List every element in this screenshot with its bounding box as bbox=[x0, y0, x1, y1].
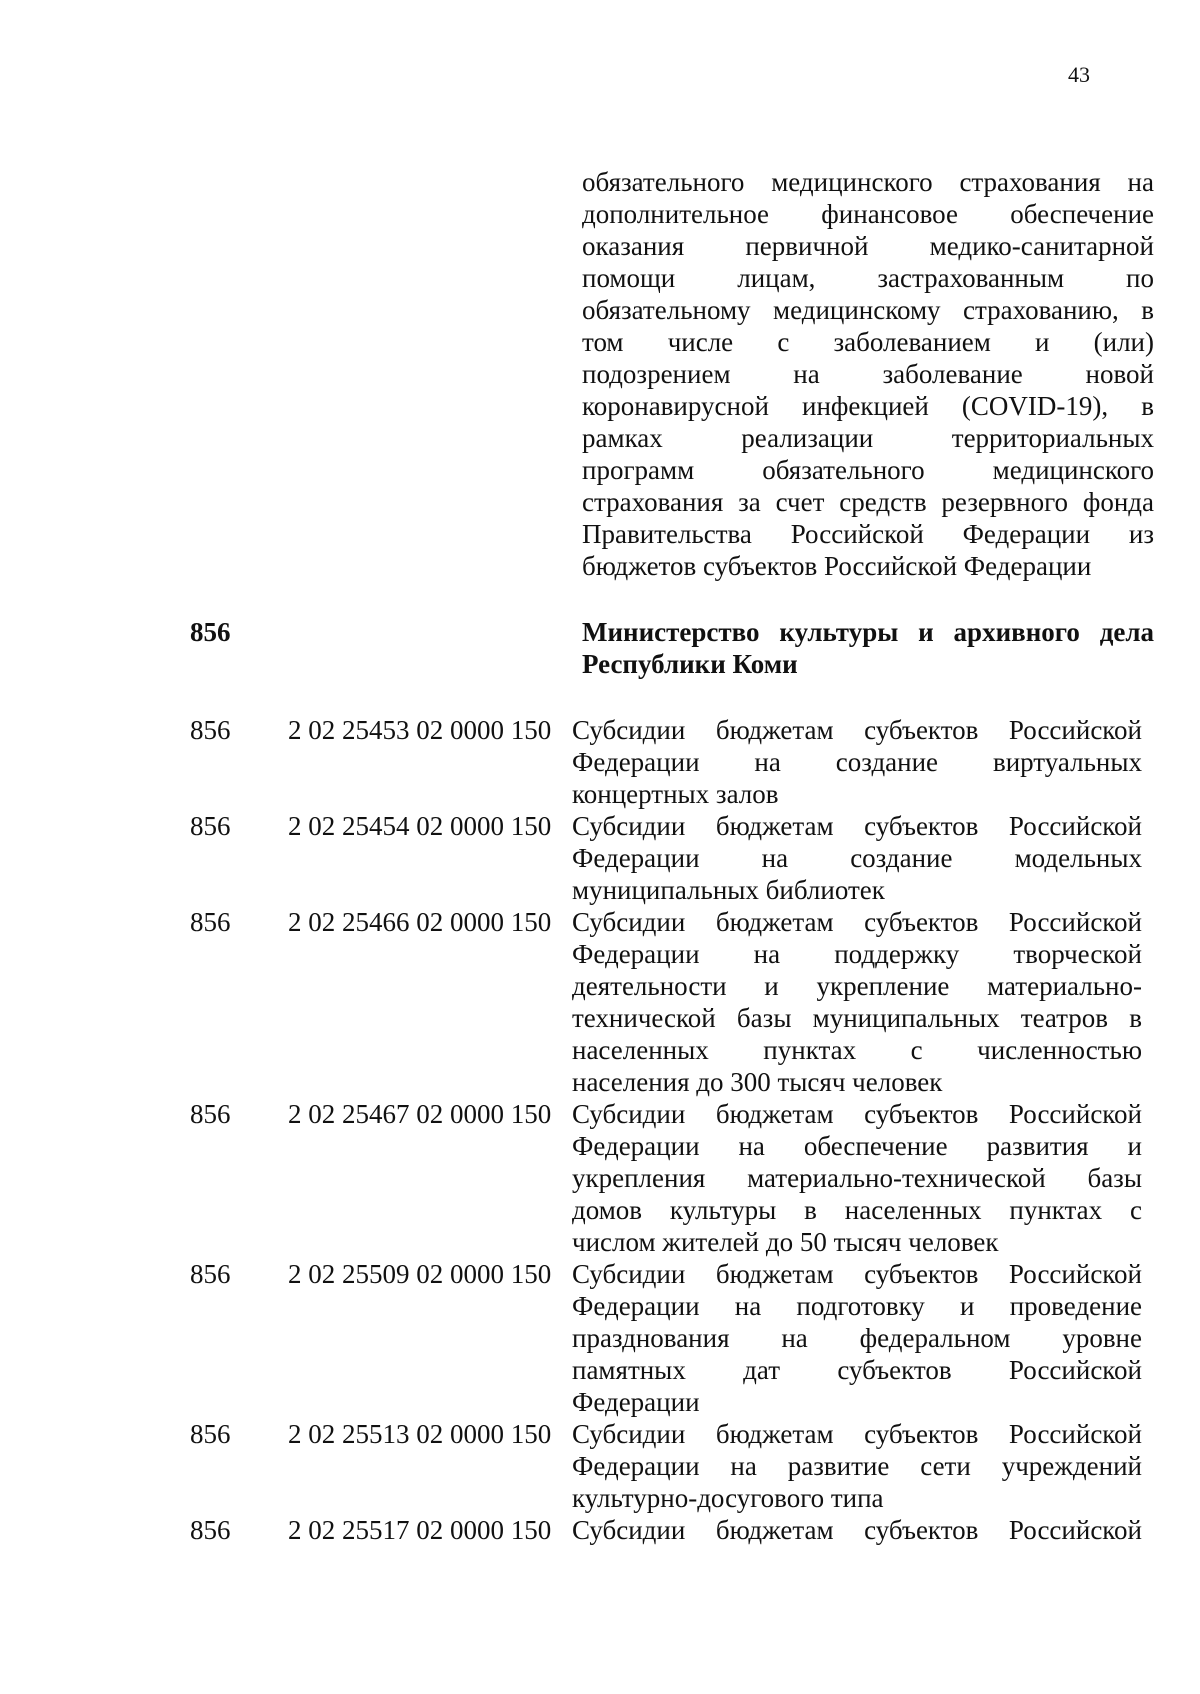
description-line: населенных пунктах с численностью bbox=[572, 1035, 1142, 1065]
section-title bbox=[582, 616, 1154, 680]
budget-classification-code: 2 02 25466 02 0000 150 bbox=[288, 907, 552, 937]
text-line: программ обязательного медицинского bbox=[582, 455, 1154, 485]
description-line: деятельности и укрепление материально- bbox=[572, 971, 1142, 1001]
admin-code: 856 bbox=[190, 1099, 231, 1129]
table-row bbox=[190, 714, 1154, 810]
revenue-table bbox=[190, 714, 1154, 1546]
section-admin-code: 856 bbox=[190, 617, 231, 647]
section-title-line: Республики Коми bbox=[582, 649, 798, 679]
description-line: Субсидии бюджетам субъектов Российской bbox=[572, 1515, 1142, 1545]
admin-code: 856 bbox=[190, 907, 231, 937]
description-line: Федерации bbox=[572, 1387, 700, 1417]
description-line: числом жителей до 50 тысяч человек bbox=[572, 1227, 999, 1257]
description-line: населения до 300 тысяч человек bbox=[572, 1067, 943, 1097]
description-line: Федерации на создание модельных bbox=[572, 843, 1142, 873]
description-line: Федерации на подготовку и проведение bbox=[572, 1291, 1142, 1321]
income-description bbox=[572, 1418, 1142, 1514]
text-line: том числе с заболеванием и (или) bbox=[582, 327, 1154, 357]
admin-code: 856 bbox=[190, 1515, 231, 1545]
description-line: культурно-досугового типа bbox=[572, 1483, 884, 1513]
description-line: укрепления материально-технической базы bbox=[572, 1163, 1142, 1193]
text-line: коронавирусной инфекцией (COVID-19), в bbox=[582, 391, 1154, 421]
description-line: Федерации на развитие сети учреждений bbox=[572, 1451, 1142, 1481]
section-title-line: Министерство культуры и архивного дела bbox=[582, 617, 1154, 647]
text-line: помощи лицам, застрахованным по bbox=[582, 263, 1154, 293]
description-line: технической базы муниципальных театров в bbox=[572, 1003, 1142, 1033]
description-line: Федерации на обеспечение развития и bbox=[572, 1131, 1142, 1161]
income-description bbox=[572, 1258, 1142, 1418]
income-description bbox=[572, 714, 1142, 810]
description-line: памятных дат субъектов Российской bbox=[572, 1355, 1142, 1385]
admin-code: 856 bbox=[190, 811, 231, 841]
description-line: Субсидии бюджетам субъектов Российской bbox=[572, 811, 1142, 841]
budget-classification-code: 2 02 25467 02 0000 150 bbox=[288, 1099, 552, 1129]
description-line: домов культуры в населенных пунктах с bbox=[572, 1195, 1142, 1225]
description-line: Федерации на поддержку творческой bbox=[572, 939, 1142, 969]
income-description bbox=[572, 1514, 1142, 1546]
table-row bbox=[190, 810, 1154, 906]
text-line: Правительства Российской Федерации из bbox=[582, 519, 1154, 549]
text-line: дополнительное финансовое обеспечение bbox=[582, 199, 1154, 229]
admin-code: 856 bbox=[190, 1259, 231, 1289]
text-line: обязательному медицинскому страхованию, в bbox=[582, 295, 1154, 325]
table-row bbox=[190, 1258, 1154, 1418]
income-description bbox=[572, 906, 1142, 1098]
income-description bbox=[572, 810, 1142, 906]
page-number: 43 bbox=[1068, 62, 1090, 87]
description-line: концертных залов bbox=[572, 779, 779, 809]
table-row bbox=[190, 1098, 1154, 1258]
continuation-text bbox=[582, 166, 1154, 582]
description-line: Субсидии бюджетам субъектов Российской bbox=[572, 1099, 1142, 1129]
admin-code: 856 bbox=[190, 715, 231, 745]
description-line: Субсидии бюджетам субъектов Российской bbox=[572, 715, 1142, 745]
budget-classification-code: 2 02 25513 02 0000 150 bbox=[288, 1419, 552, 1449]
text-line: оказания первичной медико-санитарной bbox=[582, 231, 1154, 261]
budget-classification-code: 2 02 25453 02 0000 150 bbox=[288, 715, 552, 745]
budget-classification-code: 2 02 25517 02 0000 150 bbox=[288, 1515, 552, 1545]
admin-code: 856 bbox=[190, 1419, 231, 1449]
table-row bbox=[190, 1418, 1154, 1514]
table-row bbox=[190, 906, 1154, 1098]
table-row bbox=[190, 1514, 1154, 1546]
description-line: Субсидии бюджетам субъектов Российской bbox=[572, 1419, 1142, 1449]
income-description bbox=[572, 1098, 1142, 1258]
description-line: Субсидии бюджетам субъектов Российской bbox=[572, 907, 1142, 937]
description-line: Субсидии бюджетам субъектов Российской bbox=[572, 1259, 1142, 1289]
text-line: страхования за счет средств резервного фонда bbox=[582, 487, 1154, 517]
text-line: рамках реализации территориальных bbox=[582, 423, 1154, 453]
budget-classification-code: 2 02 25454 02 0000 150 bbox=[288, 811, 552, 841]
description-line: празднования на федеральном уровне bbox=[572, 1323, 1142, 1353]
description-line: муниципальных библиотек bbox=[572, 875, 885, 905]
text-line: обязательного медицинского страхования на bbox=[582, 167, 1154, 197]
text-line: бюджетов субъектов Российской Федерации bbox=[582, 551, 1092, 581]
description-line: Федерации на создание виртуальных bbox=[572, 747, 1142, 777]
text-line: подозрением на заболевание новой bbox=[582, 359, 1154, 389]
budget-classification-code: 2 02 25509 02 0000 150 bbox=[288, 1259, 552, 1289]
